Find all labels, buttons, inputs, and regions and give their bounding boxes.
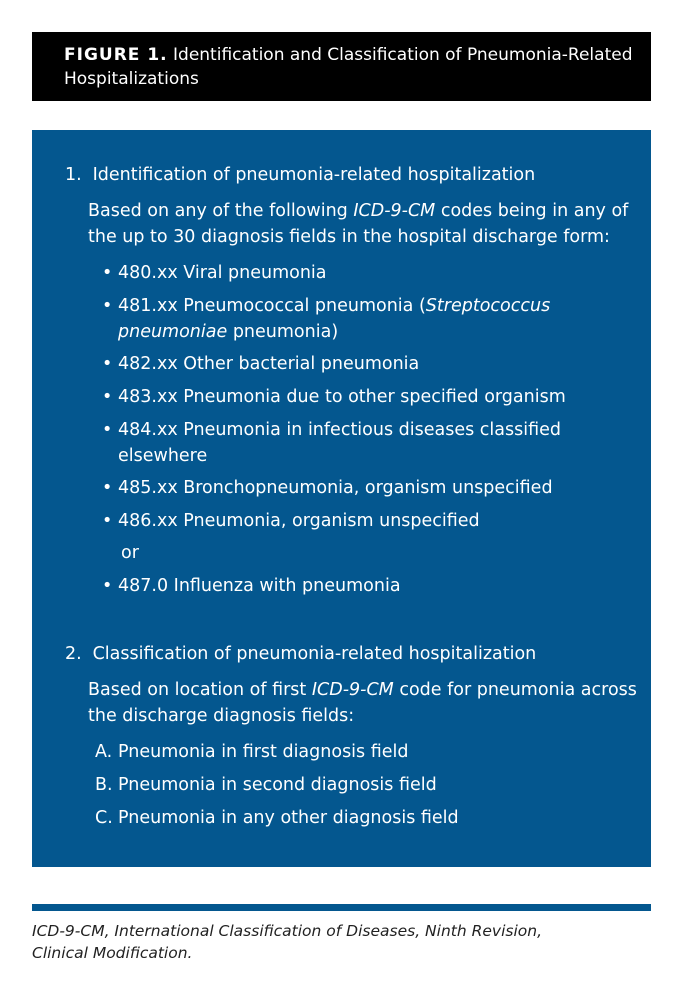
figure-label: FIGURE 1.	[64, 45, 168, 65]
classification-letter: A.	[95, 742, 113, 762]
bullet-text-italic: Streptococcus	[425, 296, 551, 316]
section-2-description	[88, 677, 648, 729]
content-panel	[32, 130, 651, 867]
figure-title-line-2: Hospitalizations	[64, 69, 199, 89]
classification-item	[95, 772, 437, 798]
classification-text: Pneumonia in second diagnosis field	[118, 775, 437, 795]
section-1-description-line-1	[88, 198, 648, 224]
section-2-desc-before: Based on location of first	[88, 680, 312, 700]
bullet-text-italic: pneumoniae	[118, 322, 228, 342]
or-connector: or	[121, 543, 139, 563]
bullet-dot: •	[102, 511, 113, 531]
section-1-description	[88, 198, 648, 250]
bullet-dot: •	[102, 387, 113, 407]
bullet-text	[118, 293, 622, 345]
bullet-text-line-1: 484.xx Pneumonia in infectious diseases classified	[118, 420, 561, 440]
classification-text: Pneumonia in any other diagnosis field	[118, 808, 459, 828]
bullet-dot: •	[102, 296, 113, 316]
section-1-desc-italic: ICD-9-CM	[353, 201, 436, 221]
figure-title-text: Identification and Classification of Pneumonia-Related	[173, 45, 633, 65]
section-2-description-line-1	[88, 677, 648, 703]
bullet-text: 482.xx Other bacterial pneumonia	[118, 354, 420, 374]
divider-rule	[32, 904, 651, 911]
section-1-heading-text: Identification of pneumonia-related hospitalization	[92, 165, 536, 185]
section-2-heading	[65, 641, 536, 667]
section-2-description-line-2: the discharge diagnosis fields:	[88, 706, 355, 726]
bullet-dot: •	[102, 576, 113, 596]
section-2-number: 2.	[65, 644, 82, 664]
bullet-text-start: 481.xx Pneumococcal pneumonia (	[118, 296, 426, 316]
bullet-dot: •	[102, 420, 113, 440]
footnote-line-1: ICD-9-CM, International Classification of Diseases, Ninth Revision,	[32, 922, 543, 940]
bullet-text	[118, 417, 622, 469]
bullet-text: 485.xx Bronchopneumonia, organism unspecified	[118, 478, 553, 498]
section-2-desc-after: code for pneumonia across	[393, 680, 637, 700]
bullet-item	[102, 384, 622, 410]
bullet-item	[102, 417, 622, 469]
bullet-text: 486.xx Pneumonia, organism unspecified	[118, 511, 480, 531]
figure-title-bar	[32, 32, 651, 101]
classification-letter: C.	[95, 808, 113, 828]
bullet-dot: •	[102, 263, 113, 283]
section-1-desc-after: codes being in any of	[435, 201, 629, 221]
bullet-dot: •	[102, 478, 113, 498]
bullet-item	[102, 508, 622, 534]
section-1-heading	[65, 162, 535, 188]
classification-item	[95, 805, 459, 831]
section-2-desc-italic: ICD-9-CM	[311, 680, 394, 700]
bullet-text-tail: pneumonia)	[227, 322, 339, 342]
bullet-item	[102, 573, 622, 599]
figure-title-line-1	[64, 43, 637, 67]
bullet-text-line-2: elsewhere	[118, 446, 208, 466]
section-1-number: 1.	[65, 165, 82, 185]
section-1-desc-before: Based on any of the following	[88, 201, 354, 221]
classification-letter: B.	[95, 775, 113, 795]
bullet-text: 487.0 Influenza with pneumonia	[118, 576, 401, 596]
footnote	[32, 920, 592, 964]
bullet-item	[102, 260, 622, 286]
bullet-item	[102, 293, 622, 345]
bullet-item	[102, 475, 622, 501]
bullet-text: 480.xx Viral pneumonia	[118, 263, 327, 283]
bullet-dot: •	[102, 354, 113, 374]
bullet-item	[102, 351, 622, 377]
classification-item	[95, 739, 409, 765]
section-1-description-line-2: the up to 30 diagnosis fields in the hospital discharge form:	[88, 227, 610, 247]
section-2-heading-text: Classification of pneumonia-related hospitalization	[92, 644, 537, 664]
footnote-line-2: Clinical Modification.	[32, 944, 193, 962]
bullet-text: 483.xx Pneumonia due to other specified organism	[118, 387, 566, 407]
classification-text: Pneumonia in first diagnosis field	[118, 742, 409, 762]
